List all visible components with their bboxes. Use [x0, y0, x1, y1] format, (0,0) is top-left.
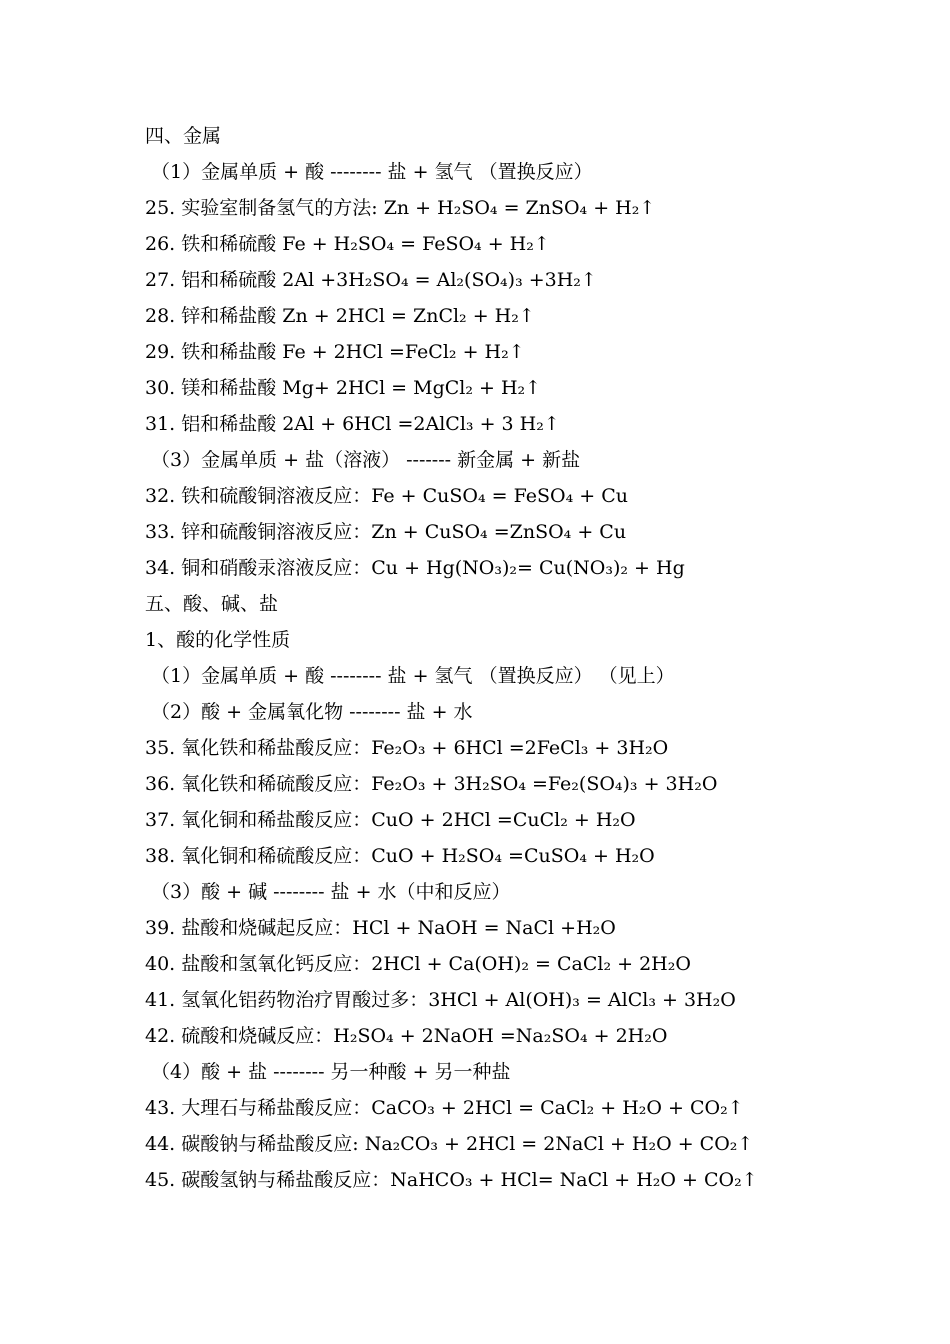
- equation-line: 37. 氧化铜和稀盐酸反应：CuO + 2HCl =CuCl₂ + H₂O: [145, 809, 636, 831]
- document-body: [145, 118, 925, 1198]
- equation-line: 40. 盐酸和氢氧化钙反应：2HCl + Ca(OH)₂ = CaCl₂ + 2H₂O: [145, 953, 691, 975]
- equation-line: 30. 镁和稀盐酸 Mg+ 2HCl = MgCl₂ + H₂↑: [145, 377, 542, 399]
- subsection-heading: （2）酸 + 金属氧化物 -------- 盐 + 水: [151, 701, 473, 723]
- subsection-heading: （4）酸 + 盐 -------- 另一种酸 + 另一种盐: [151, 1061, 511, 1083]
- equation-line: 27. 铝和稀硫酸 2Al +3H₂SO₄ = Al₂(SO₄)₃ +3H₂↑: [145, 269, 597, 291]
- section-heading: 五、酸、碱、盐: [145, 593, 279, 615]
- subsection-heading: （3）金属单质 + 盐（溶液） ------- 新金属 + 新盐: [151, 449, 581, 471]
- equation-line: 29. 铁和稀盐酸 Fe + 2HCl =FeCl₂ + H₂↑: [145, 341, 525, 363]
- equation-line: 41. 氢氧化铝药物治疗胃酸过多：3HCl + Al(OH)₃ = AlCl₃ + 3H₂O: [145, 989, 736, 1011]
- equation-line: 35. 氧化铁和稀盐酸反应：Fe₂O₃ + 6HCl =2FeCl₃ + 3H₂O: [145, 737, 669, 759]
- subsection-heading: （1）金属单质 + 酸 -------- 盐 + 氢气 （置换反应） （见上）: [151, 665, 675, 687]
- equation-line: 32. 铁和硫酸铜溶液反应：Fe + CuSO₄ = FeSO₄ + Cu: [145, 485, 628, 507]
- equation-line: 25. 实验室制备氢气的方法: Zn + H₂SO₄ = ZnSO₄ + H₂↑: [145, 197, 656, 219]
- equation-line: 34. 铜和硝酸汞溶液反应：Cu + Hg(NO₃)₂= Cu(NO₃)₂ + Hg: [145, 557, 685, 579]
- equation-line: 45. 碳酸氢钠与稀盐酸反应：NaHCO₃ + HCl= NaCl + H₂O + CO₂↑: [145, 1169, 758, 1191]
- equation-line: 28. 锌和稀盐酸 Zn + 2HCl = ZnCl₂ + H₂↑: [145, 305, 535, 327]
- equation-line: 31. 铝和稀盐酸 2Al + 6HCl =2AlCl₃ + 3 H₂↑: [145, 413, 560, 435]
- equation-line: 26. 铁和稀硫酸 Fe + H₂SO₄ = FeSO₄ + H₂↑: [145, 233, 550, 255]
- subsection-heading: （1）金属单质 + 酸 -------- 盐 + 氢气 （置换反应）: [151, 161, 593, 183]
- subsection-heading: （3）酸 + 碱 -------- 盐 + 水（中和反应）: [151, 881, 511, 903]
- equation-line: 44. 碳酸钠与稀盐酸反应: Na₂CO₃ + 2HCl = 2NaCl + H₂O + CO₂↑: [145, 1133, 754, 1155]
- equation-line: 43. 大理石与稀盐酸反应：CaCO₃ + 2HCl = CaCl₂ + H₂O + CO₂↑: [145, 1097, 744, 1119]
- section-heading: 四、金属: [145, 125, 222, 147]
- section-subheading: 1、酸的化学性质: [145, 629, 291, 651]
- equation-line: 39. 盐酸和烧碱起反应：HCl + NaOH = NaCl +H₂O: [145, 917, 616, 939]
- equation-line: 36. 氧化铁和稀硫酸反应：Fe₂O₃ + 3H₂SO₄ =Fe₂(SO₄)₃ + 3H₂O: [145, 773, 718, 795]
- equation-line: 33. 锌和硫酸铜溶液反应：Zn + CuSO₄ =ZnSO₄ + Cu: [145, 521, 627, 543]
- equation-line: 42. 硫酸和烧碱反应：H₂SO₄ + 2NaOH =Na₂SO₄ + 2H₂O: [145, 1025, 668, 1047]
- equation-line: 38. 氧化铜和稀硫酸反应：CuO + H₂SO₄ =CuSO₄ + H₂O: [145, 845, 655, 867]
